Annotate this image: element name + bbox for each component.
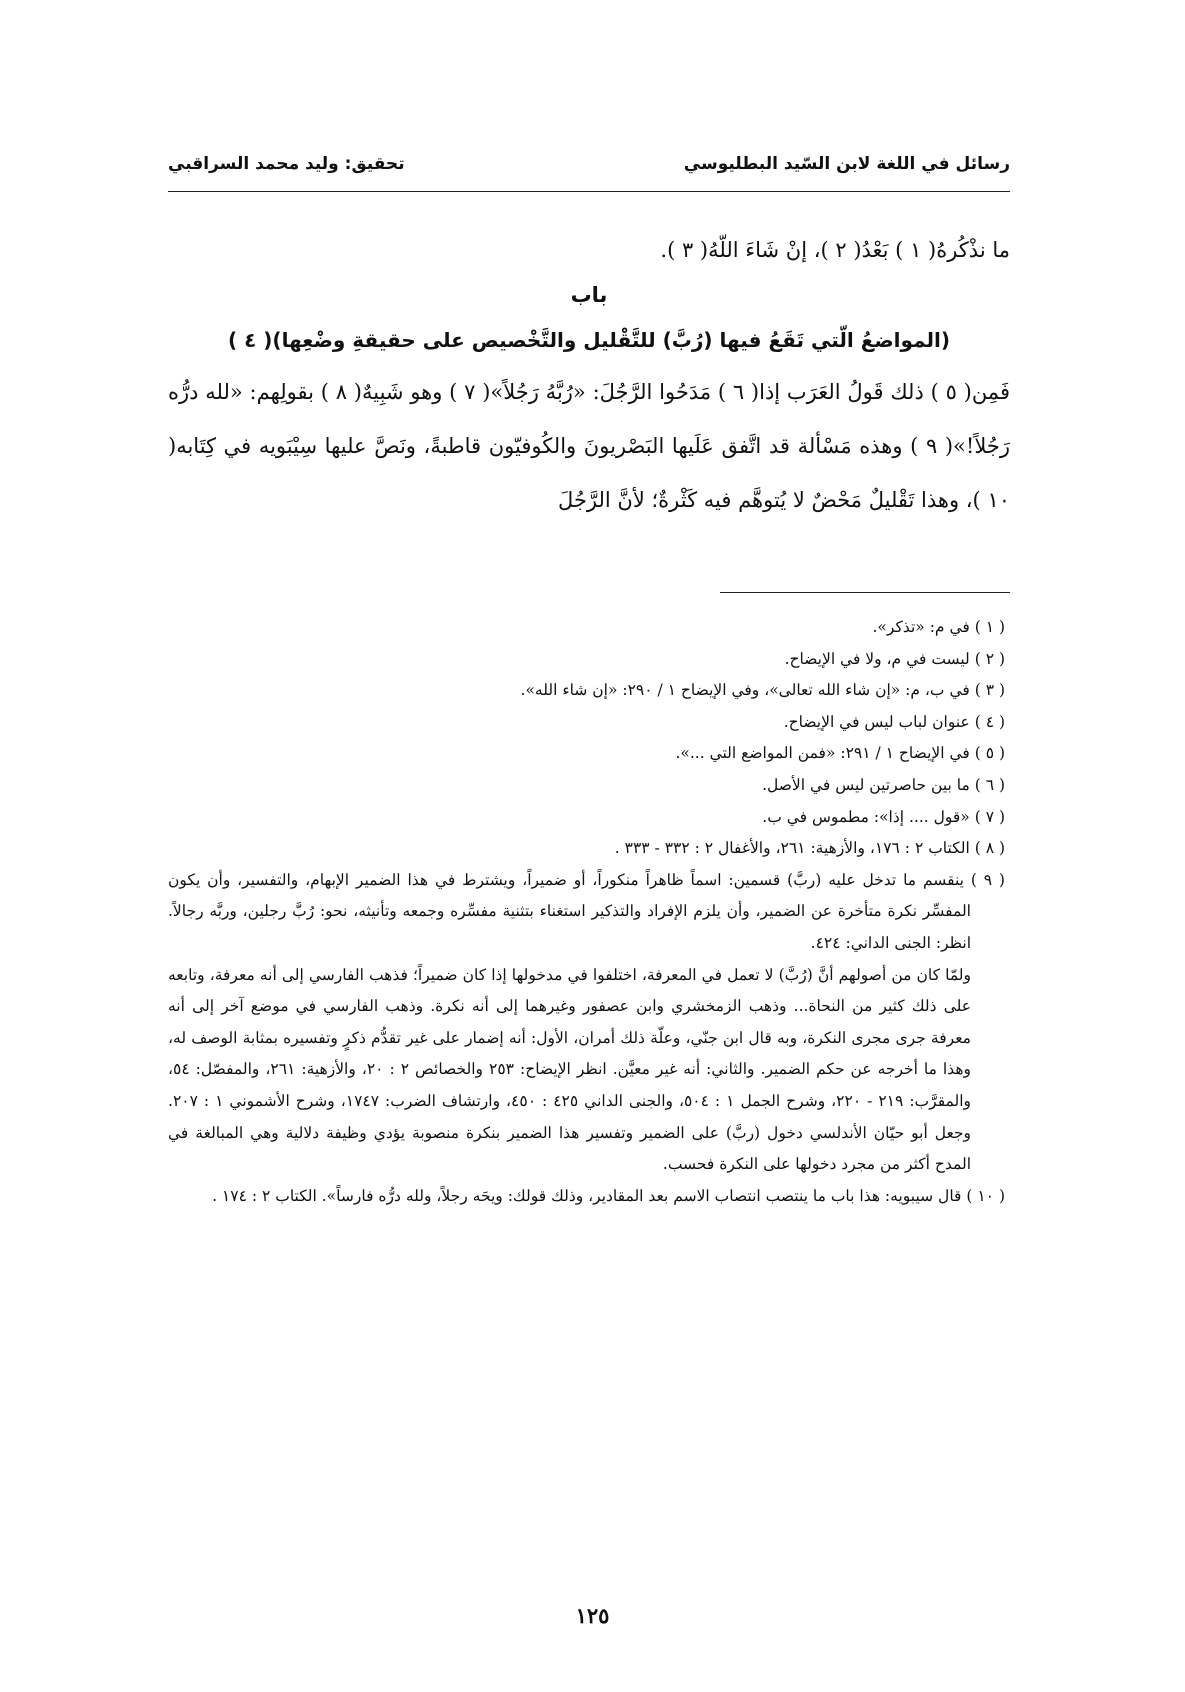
footnote-3: ( ٣ ) في ب، م: «إن شاء الله تعالى»، وفي الإيضاح ١ / ٢٩٠: «إن شاء الله». xyxy=(520,681,1005,700)
footnotes xyxy=(168,612,1005,1212)
section-title: باب xyxy=(570,283,608,307)
section-subtitle: (المواضعُ الّتي تَقَعُ فيها (رُبَّ) للتَّقْليل والتَّخْصيص على حقيقةِ وضْعِها)( ٤ ) xyxy=(228,328,950,352)
running-header xyxy=(168,150,1010,178)
footnote-9: ( ٩ ) ينقسم ما تدخل عليه (ربَّ) قسمين: اسماً ظاهراً منكوراً، أو ضميراً، ويشترط في هذا الضمير الإبهام، والتفسير، وأن يكون المفسِّر نكرة متأخرة عن الضمير، وأن يلزم الإفراد والتذكير استغناء بتثنية مفسِّره وجمعه وتأنيثه، نحو: رُبَّ رجلين، وربَّه رجالاً. انظر: الجنى الداني: ٤٢٤. xyxy=(168,870,1005,952)
footnote-9-continuation: ولمّا كان من أصولهم أنَّ (رُبَّ) لا تعمل في المعرفة، اختلفوا في مدخولها إذا كان ضميراً؛ فذهب الفارسي إلى أنه معرفة، وتابعه على ذلك كثير من النحاة... وذهب الزمخشري وابن عصفور وغيرهما إلى أنه نكرة. وذهب الفارسي في موضع آخر إلى أنه معرفة جرى مجرى النكرة، وبه قال ابن جنّي، وعلّة ذلك أمران، الأول: أنه إضمار على غير تقدُّم ذكرٍ وتفسيره بمثابة الوصف له، وهذا ما أخرجه عن حكم الضمير. والثاني: أنه غير معيَّن. انظر الإيضاح: ٢٥٣ والخصائص ٢ : ٢٠، والأزهية: ٢٦١، والمفصّل: ٥٤، والمقرَّب: ٢١٩ - ٢٢٠، وشرح الجمل ١ : ٥٠٤، والجنى الداني ٤٢٥ : ٤٥٠، وارتشاف الضرب: ١٧٤٧، وشرح الأشموني ١ : ٢٠٧. وجعل أبو حيّان الأندلسي دخول (ربَّ) على الضمير وتفسير هذا الضمير بنكرة منصوبة يؤدي وظيفة دلالية وهي المبالغة في المدح أكثر من مجرد دخولها على النكرة فحسب. xyxy=(168,965,972,1174)
page-number: ١٢٥ xyxy=(575,1603,610,1628)
footnote-4: ( ٤ ) عنوان لباب ليس في الإيضاح. xyxy=(783,712,1005,731)
header-rule xyxy=(168,191,1010,192)
footnote-1: ( ١ ) في م: «تذكر». xyxy=(872,618,1005,636)
footnote-7: ( ٧ ) «قول .... إذا»: مطموس في ب. xyxy=(762,807,1005,826)
editor-credit: تحقيق: وليد محمد السراقبي xyxy=(168,154,405,174)
book-title: رسائل في اللغة لابن السّيد البطليوسي xyxy=(683,154,1010,174)
footnote-rule xyxy=(720,592,1010,593)
footnote-5: ( ٥ ) في الإيضاح ١ / ٢٩١: «فمن المواضع التي ...». xyxy=(675,744,1005,763)
footnote-2: ( ٢ ) ليست في م، ولا في الإيضاح. xyxy=(784,649,1005,668)
footnote-8: ( ٨ ) الكتاب ٢ : ١٧٦، والأزهية: ٢٦١، والأغفال ٢ : ٣٣٢ - ٣٣٣ . xyxy=(614,839,1005,858)
footnote-6: ( ٦ ) ما بين حاصرتين ليس في الأصل. xyxy=(762,775,1005,794)
intro-line: ما نذْكُرهُ( ١ ) بَعْدُ( ٢ )، إنْ شَاءَ اللّهُ( ٣ ). xyxy=(660,238,1010,262)
footnote-10: ( ١٠ ) قال سيبويه: هذا باب ما ينتصب انتصاب الاسم بعد المقادير، وذلك قولك: ويحَه رجلاً، ولله درُّه فارساً». الكتاب ٢ : ١٧٤ . xyxy=(212,1186,1005,1205)
main-text xyxy=(168,225,1010,527)
body-paragraph: فَمِن( ٥ ) ذلك قَولُ العَرَب إذا( ٦ ) مَدَحُوا الرَّجُلَ: «رُبَّهُ رَجُلاً»( ٧ ) وهو شَبِيهٌ( ٨ ) بقولِهم: «لله درُّه رَجُلاً!»( ٩ ) وهذه مَسْألة قد اتَّفق عَلَيها البَصْريونَ والكُوفيّون قاطبةً، ونَصَّ عليها سِيْبَويه في كِتَابه( ١٠ )، وهذا تَقْليلٌ مَحْضٌ لا يُتوهَّم فيه كَثْرةٌ؛ لأنَّ الرَّجُلَ xyxy=(168,380,1010,512)
